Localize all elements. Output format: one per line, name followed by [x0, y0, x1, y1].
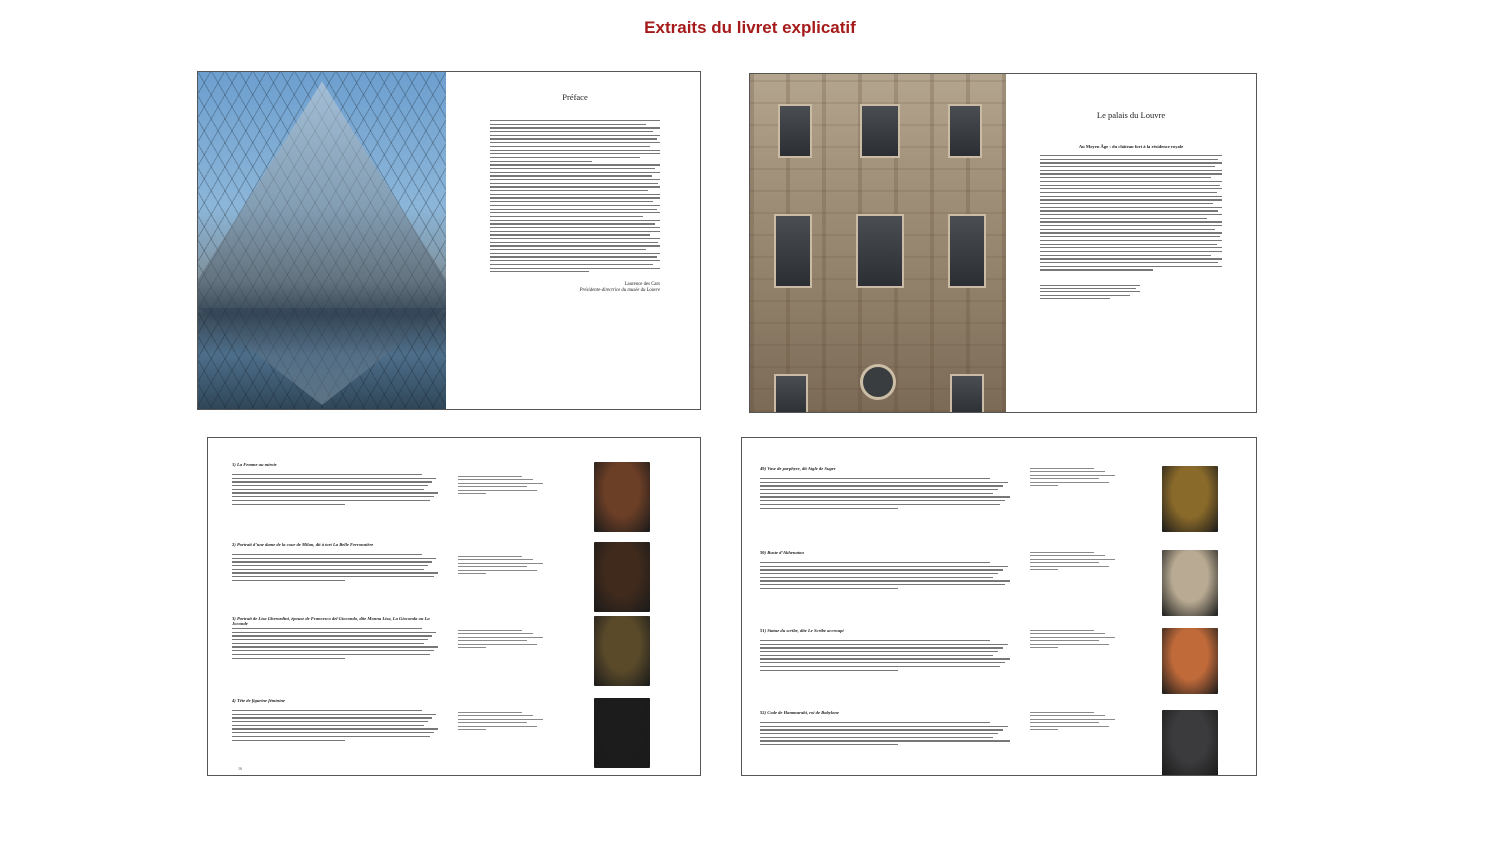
catalogue-entry	[742, 466, 1257, 546]
louvre-facade-photo	[750, 74, 1006, 412]
entry-metadata	[458, 630, 550, 650]
entry-metadata	[1030, 552, 1122, 572]
entry-number: 2	[232, 542, 235, 547]
cycladic-head-icon	[594, 698, 650, 768]
spread-catalogue-2	[741, 437, 1257, 776]
entry-title-text: La Femme au miroir	[236, 462, 277, 467]
catalogue-entry	[208, 462, 701, 540]
palais-body	[1040, 155, 1222, 271]
entry-title: 1) La Femme au miroir	[232, 462, 277, 467]
entry-body-text	[232, 710, 438, 743]
entry-number: 4	[232, 698, 235, 703]
entry-title: 50) Buste d’Akhenaton	[760, 550, 804, 555]
entry-number: 1	[232, 462, 235, 467]
entry-body-text	[232, 628, 438, 661]
signature-name: Laurence des Cars	[624, 282, 660, 288]
catalogue-entry	[208, 616, 701, 696]
spread-preface	[197, 71, 701, 410]
portrait-painting-icon	[594, 462, 650, 532]
entry-title-text: Portrait d’une dame de la cour de Milan, dit à tort La Belle Ferronnière	[236, 542, 374, 547]
entry-title-text: Portrait de Lisa Gherardini, épouse de Francesco del Giocondo, dite Monna Lisa, La Gioconda ou La Joconde	[232, 616, 430, 626]
entry-title-text: Vase de porphyre, dit Aigle de Suger	[767, 466, 836, 471]
palais-title: Le palais du Louvre	[1096, 110, 1166, 120]
entry-title-text: Code de Hammurabi, roi de Babylone	[767, 710, 839, 715]
entry-metadata	[1030, 468, 1122, 488]
stele-icon	[1162, 710, 1218, 776]
louvre-pyramid-photo	[198, 72, 446, 409]
seated-scribe-icon	[1162, 628, 1218, 694]
preface-text-page	[446, 72, 700, 409]
signature-role: Présidente-directrice du musée du Louvre	[579, 288, 660, 294]
entry-body-text	[760, 722, 1010, 748]
catalogue-entry	[742, 710, 1257, 774]
entry-metadata	[1030, 630, 1122, 650]
entry-body-text	[232, 554, 438, 584]
spread-palais	[749, 73, 1257, 413]
entry-number: 51	[760, 628, 765, 633]
entry-number: 50	[760, 550, 765, 555]
entry-title-text: Tête de figurine féminine	[236, 698, 286, 703]
entry-number: 49	[760, 466, 765, 471]
entry-metadata	[458, 476, 550, 496]
catalogue-entry	[208, 698, 701, 774]
preface-title: Préface	[562, 92, 588, 102]
entry-title: 52) Code de Hammurabi, roi de Babylone	[760, 710, 839, 715]
entry-body-text	[232, 474, 438, 507]
entry-number: 3	[232, 616, 235, 621]
entry-metadata	[1030, 712, 1122, 732]
catalogue-entry	[742, 628, 1257, 708]
catalogue-entry	[208, 542, 701, 614]
spread-catalogue-1	[207, 437, 701, 776]
preface-signature	[490, 282, 660, 294]
entry-metadata	[458, 712, 550, 732]
entry-body-text	[760, 562, 1010, 592]
palais-text-page	[1006, 74, 1256, 412]
page-headline: Extraits du livret explicatif	[644, 18, 856, 37]
entry-title: 49) Vase de porphyre, dit Aigle de Suger	[760, 466, 836, 471]
egyptian-bust-icon	[1162, 550, 1218, 616]
entry-title: 51) Statue du scribe, dite Le Scribe accroupi	[760, 628, 844, 633]
portrait-painting-icon	[594, 542, 650, 612]
entry-title: 4) Tête de figurine féminine	[232, 698, 286, 703]
entry-title-text: Buste d’Akhenaton	[767, 550, 804, 555]
entry-metadata	[458, 556, 550, 576]
palais-subtitle: Au Moyen Âge : du château fort à la résidence royale	[1078, 144, 1184, 149]
entry-title: 3) Portrait de Lisa Gherardini, épouse de Francesco del Giocondo, dite Monna Lisa, La Gioconda ou La Joconde	[232, 616, 430, 626]
eagle-vase-icon	[1162, 466, 1218, 532]
palais-caption	[1040, 285, 1140, 300]
preface-body	[490, 120, 660, 272]
page-number: 16	[238, 766, 242, 771]
entry-title-text: Statue du scribe, dite Le Scribe accroupi	[767, 628, 844, 633]
entry-title: 2) Portrait d’une dame de la cour de Milan, dit à tort La Belle Ferronnière	[232, 542, 374, 547]
entry-body-text	[760, 478, 1010, 511]
entry-body-text	[760, 640, 1010, 673]
entry-number: 52	[760, 710, 765, 715]
mona-lisa-icon	[594, 616, 650, 686]
catalogue-entry	[742, 550, 1257, 626]
